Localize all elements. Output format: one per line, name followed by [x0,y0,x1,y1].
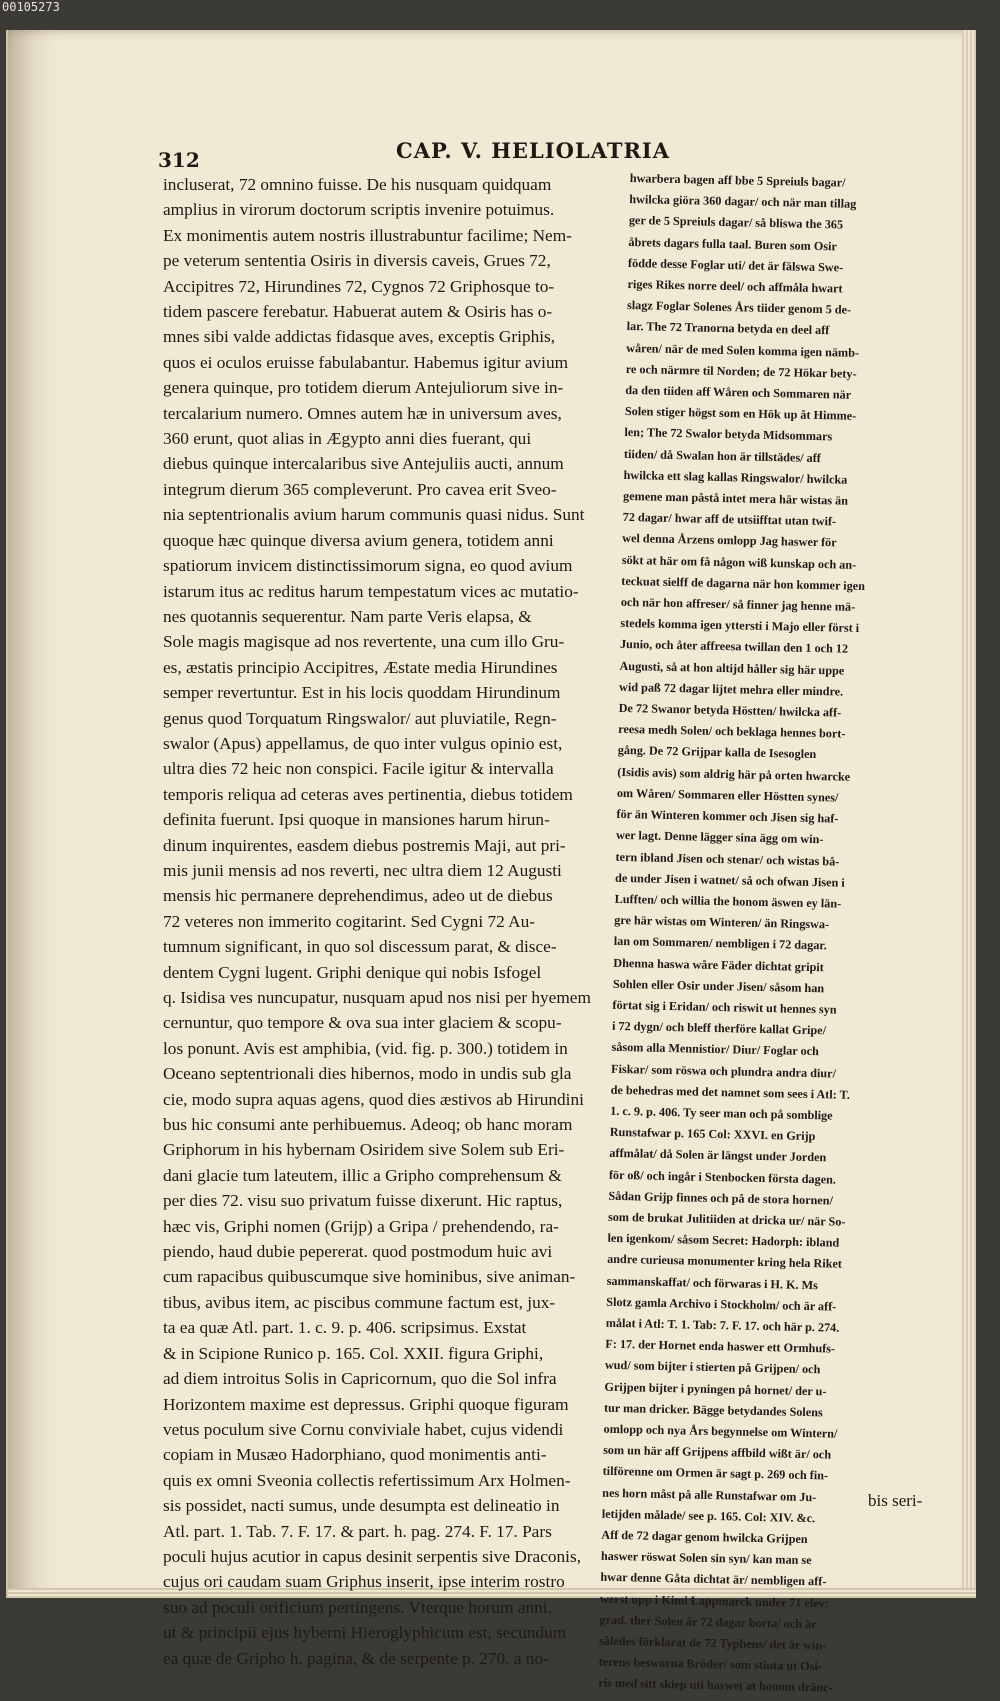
text-line: len igenkom/ såsom Secret: Hadorph: ibland [607,1230,840,1250]
text-line: poculi hujus acutior in capus desinit serpentis sive Draconis, [163,1546,582,1566]
scan-id-label: 00105273 [2,0,60,14]
text-line: dinum inquirentes, easdem diebus postremis Maji, aut pri- [163,835,566,855]
text-line: dani glacie tum lateutem, illic a Gripho comprehensum & [163,1165,562,1185]
text-line: affmålat/ då Solen är längst under Jorden [609,1146,827,1165]
text-line: de behedras med det namnet som sees i Atl: T. [610,1082,851,1102]
text-line: sammanskaffat/ och förwaras i H. K. Ms [606,1273,819,1292]
text-line: Slotz gamla Archivo i Stockholm/ och är aff- [606,1294,837,1314]
text-line: ta ea quæ Atl. part. 1. c. 9. p. 406. scripsimus. Exstat [163,1318,527,1338]
text-line: Griphorum in his hybernam Osiridem sive Solem sub Eri- [163,1140,565,1160]
text-line: Grijpen bijter i pyningen på hornet/ der u- [604,1379,827,1398]
text-line: reesa medh Solen/ och beklaga hennes bort- [618,722,846,741]
text-line: Dhenna haswa wåre Fäder dichtat gripit [613,955,824,974]
text-line: ea quæ de Gripho h. pagina, & de serpente p. 270. a no- [163,1648,549,1668]
text-line: haswer röswat Solen sin syn/ kan man se [600,1548,812,1568]
text-line: cie, modo supra aquas agens, quod dies æstivos ab Hirundini [163,1089,584,1109]
text-line: da den tiiden aff Wåren och Sommaren när [625,382,852,402]
text-line: letijden målade/ see p. 165. Col: XIV. &c. [601,1506,816,1525]
text-line: Aff de 72 dagar genom hwilcka Grijpen [601,1527,808,1547]
text-line: istarum itus ac reditus harum tempestatum vices ac mutatio- [163,581,579,601]
text-line: genera quinque, pro totidem dierum Antejuliorum sive in- [163,378,564,398]
text-line: amplius in virorum doctorum scriptis invenire potuimus. [163,200,555,220]
text-line: Oceano septentrionali dies hibernos, modo in undis sub gla [163,1064,572,1084]
text-line: stedels komma igen yttersti i Majo eller först i [620,616,860,636]
text-line: es, æstatis principio Accipitres, Æstate media Hirundines [163,657,558,677]
text-line: De 72 Swanor betyda Höstten/ hwilcka aff- [618,700,842,720]
text-line: spatiorum invicem distinctissimorum signa, eo quod avium [163,556,573,576]
text-line: wel denna Årzens omlopp Jag haswer för [622,531,837,550]
text-line: hwilcka ett slag kallas Ringswalor/ hwilcka [623,467,848,487]
text-line: vetus poculum sive Cornu conviviale habet, cujus videndi [163,1419,564,1439]
text-line: i 72 dygn/ och bleff therföre kallat Gripe/ [611,1018,827,1038]
text-line: Solen stiger högst som en Hök up åt Himme- [624,404,857,424]
text-line: Lufften/ och willia the honom äswen ey län- [614,891,842,911]
text-line: cernuntur, quo tempore & ova sua inter glaciem & scopu- [163,1013,562,1033]
text-line: ger de 5 Spreiuls dagar/ så bliswa the 365 [628,213,844,232]
text-line: för oß/ och ingår i Stenbocken första dagen. [608,1167,837,1187]
text-line: riges Rikes norre deel/ och affmåla hwart [627,276,843,296]
text-line: bus hic consumi ante perhibuemus. Adeoq; ob hanc moram [163,1115,573,1135]
text-line: lan om Sommaren/ nembligen i 72 dagar. [613,934,827,953]
text-line: terens beswornа Bröder/ som stiuta ut Osi- [598,1654,823,1674]
book-page [6,30,976,1695]
text-line: omlopp och nya Års begynnelse om Wintern/ [603,1421,838,1441]
text-line: hwar denne Gåta dichtat är/ nembligen aff- [600,1570,827,1589]
text-line: semper revertuntur. Est in his locis quoddam Hirundinum [163,683,561,703]
text-line: quis ex omni Sveonia collectis refertissimum Arx Holmen- [163,1470,571,1490]
text-line: 1. c. 9. p. 406. Ty seer man och på somblige [610,1103,833,1123]
text-line: Sole magis magisque ad nos revertente, una cum illo Gru- [163,632,565,652]
text-line: wud/ som bijter i stierten på Grijpen/ och [604,1358,821,1377]
text-line: tur man dricker. Bägge betydandes Solens [603,1400,823,1420]
text-line: som un här aff Grijpens affbild wißt är/ och [603,1442,832,1462]
text-line: los ponunt. Avis est amphibia, (vid. fig. p. 300.) totidem in [163,1038,568,1058]
text-line: incluserat, 72 omnino fuisse. De his nusquam quidquam [163,175,552,194]
text-line: sökt at här om få någon wiß kunskap och an- [621,552,857,572]
text-line: definita fuerunt. Ipsi quoque in mansiones harum hirun- [163,810,550,830]
text-line: lar. The 72 Tranorna betyda en deel aff [626,319,830,338]
text-line: 360 erunt, quot alias in Ægypto anni dies fuerant, qui [163,429,532,449]
text-line: len; The 72 Swalor betyda Midsommars [624,425,833,444]
text-line: Sohlen eller Osir under Jisen/ såsom han [612,976,825,995]
text-line: 72 dagar/ hwar aff de utsiifftat utan twif- [622,510,837,529]
swedish-text-column [598,168,930,1701]
text-line: cum rapacibus quibuscumque sive hominibus, sive animan- [163,1267,576,1287]
text-line: och när hon affreser/ så finner jag henne mä- [620,594,856,614]
text-line: Junio, och åter affreesa twillan den 1 och 12 [619,637,849,657]
text-line: Accipitres 72, Hirundines 72, Cygnos 72 Griphosque to- [163,276,555,296]
text-line: hwarbera bagen aff bbe 5 Spreiuls bagar/ [629,170,846,190]
text-line: de under Jisen i watnet/ så och ofwan Jisen i [614,870,845,890]
catchword: bis seri- [868,1491,923,1510]
text-line: piendo, haud dubie pepererat. quod postmodum huic avi [163,1242,553,1262]
text-line: som de brukat Julitiiden at dricka ur/ när So- [607,1209,846,1229]
text-line: ad diem introitus Solis in Capricornum, quo die Sol infra [163,1369,557,1389]
text-line: målat i Atl: T. 1. Tab: 7. F. 17. och här p. 274. [605,1315,840,1335]
text-line: diebus quinque intercalaribus sive Antejuliis aucti, annum [163,454,564,474]
text-line: tilförenne om Ormen är sagt p. 269 och fin- [602,1464,829,1483]
text-line: födde desse Foglar uti/ det är fälswa Swe- [627,255,844,275]
text-line: Horizontem maxime est depressus. Griphi quoque figuram [163,1394,569,1414]
text-line: sis possidet, nacti sumus, unde desumpta est delineatio in [163,1496,560,1516]
text-line: tidem pascere ferebatur. Habuerat autem & Osiris has o- [163,302,553,322]
text-line: werst upp i Kimi Lappmarck under 71 elev: [599,1591,829,1611]
latin-text-column [163,172,618,1671]
text-line: dentem Cygni lugent. Griphi denique qui nobis Isfogel [163,962,542,982]
text-line: wer lagt. Denne lägger sina ägg om win- [615,828,824,847]
text-line: andre curieusa monumenter kring hela Riket [606,1252,843,1272]
text-line: mnes sibi valde addictas fidasque aves, exceptis Griphis, [163,327,556,347]
text-line: ut & principii ejus hyberni Hieroglyphicum est, secundum [163,1623,567,1643]
text-line: & in Scipione Runico p. 165. Col. XXII. figura Griphi, [163,1343,544,1363]
text-line: integrum dierum 365 compleverunt. Pro cavea erit Sveo- [163,479,557,499]
text-line: om Wåren/ Sommaren eller Höstten synes/ [616,785,839,805]
text-line: såsom alla Mennistior/ Diur/ Foglar och [611,1040,819,1059]
text-line: nes quotannis sequerentur. Nam parte Veris elapsa, & [163,606,532,626]
text-line: Atl. part. 1. Tab. 7. F. 17. & part. h. pag. 274. F. 17. Pars [163,1521,552,1541]
text-line: tern ibland Jisen och stenar/ och wistas bå- [615,849,840,869]
text-line: åbrets dagars fulla taal. Buren som Osir [628,234,837,253]
text-line: för än Winteren kommer och Jisen sig haf- [616,806,839,826]
text-line: copiam in Musæo Hadorphiano, quod monimentis anti- [163,1445,547,1465]
text-line: re och närmre til Norden; de 72 Hökar bety- [625,361,857,381]
text-line: tumnum significant, in quo sol discessum parat, & disce- [163,937,557,957]
text-line: nia septentrionalis avium harum communis quasi nidus. Sunt [163,505,585,525]
text-line: ultra dies 72 heic non conspici. Facile igitur & intervalla [163,759,554,779]
running-head: CAP. V. HELIOLATRIA [396,138,671,163]
text-line: mis junii mensis ad nos reverti, nec ultra diem 12 Augusti [163,860,562,880]
text-line: mensis hic permanere deprehendimus, adeo ut de diebus [163,886,553,906]
text-line: cujus ori caudam suam Griphus inserit, ipse interim rostro [163,1572,565,1592]
text-line: pe veterum sententia Osiris in diversis caveis, Grues 72, [163,251,551,271]
text-line: q. Isidisa ves nuncupatur, nusquam apud nos nisi per hyemem [163,988,591,1007]
text-line: suo ad poculi orificium pertingens. Vterque horum anni, [163,1597,552,1617]
text-line: gemene man påstå intet mera här wistas än [622,488,849,508]
text-line: Fiskar/ som röswa och plundra andra diur/ [610,1061,837,1081]
text-line: tiiden/ då Swalan hon är tillstädes/ aff [623,446,821,465]
text-line: således förklarat de 72 Typhens/ det är win- [599,1633,827,1653]
text-line: Augusti, så at hon altijd håller sig här uppe [619,658,845,678]
text-line: gre här wistas om Winteren/ än Ringswa- [614,912,830,932]
page-number: 312 [158,148,200,172]
text-line: teckuat sielff de dagarna när hon kommer igen [621,573,866,593]
page-edges [962,30,976,1598]
text-line: slagz Foglar Solenes Års tiider genom 5 de- [626,298,852,317]
text-line: genus quod Torquatum Ringswalor/ aut pluviatile, Regn- [163,708,557,728]
text-line: Runstafwar p. 165 Col: XXVI. en Grijp [609,1124,816,1144]
text-line: F: 17. der Hornet enda haswer ett Ormhufs- [605,1336,836,1356]
text-line: quoque hæc quinque diversa avium genera, totidem anni [163,530,554,550]
text-line: Sådan Grijp finnes och på de stora hornen/ [608,1188,834,1208]
text-line: tibus, avibus item, ac piscibus commune factum est, jux- [163,1292,556,1312]
text-line: ris med sitt skiep uti haswet at honom dränc- [598,1676,833,1695]
text-line: per dies 72. visu suo privatum fuisse dixerunt. Hic raptus, [163,1191,563,1211]
text-line: tercalarium numero. Omnes autem hæ in universum aves, [163,403,562,423]
text-line: wid paß 72 dagar lijtet mehra eller mindre. [618,679,844,699]
text-line: Ex monimentis autem nostris illustrabuntur facilime; Nem- [163,225,572,245]
text-line: quos ei oculos eruisse fabulabantur. Habemus igitur avium [163,352,569,372]
text-line: grad. ther Solen är 72 dagar borta/ och är [599,1612,817,1632]
text-line: förtat sig i Eridan/ och riswit ut hennes syn [612,997,837,1017]
text-line: 72 veteres non immerito cogitarint. Sed Cygni 72 Au- [163,911,535,931]
text-line: temporis reliqua ad ceteras aves pertinentia, diebus totidem [163,784,573,804]
text-line: hwilcka giöra 360 dagar/ och när man tillag [629,192,857,211]
text-line: gång. De 72 Grijpar kalla de Isesoglen [617,743,817,762]
text-line: swalor (Apus) appellamus, de quo inter vulgus opinio est, [163,733,563,753]
text-line: hæc vis, Griphi nomen (Grijp) a Gripa / prehendendo, ra- [163,1216,559,1236]
text-line: (Isidis avis) som aldrig här på orten hwarcke [617,764,851,784]
text-line: wåren/ när de med Solen komma igen nämb- [626,340,860,360]
text-line: nes horn måst på alle Runstafwar om Ju- [602,1485,817,1504]
